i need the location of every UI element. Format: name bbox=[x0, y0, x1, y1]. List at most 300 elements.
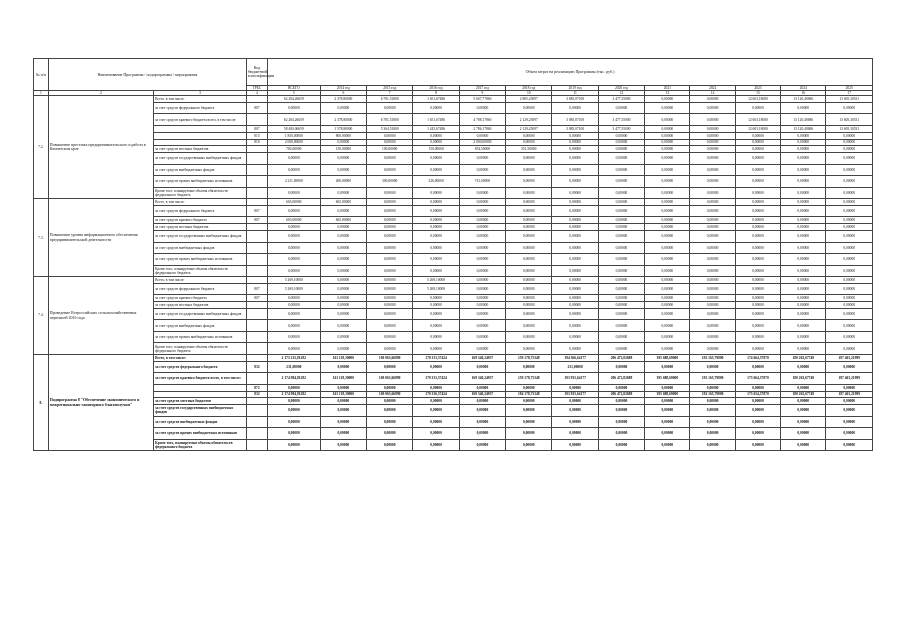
amount-cell: 0,00000 bbox=[826, 102, 873, 114]
table-row bbox=[34, 361, 873, 373]
amount-cell: 231,00000 bbox=[267, 361, 320, 373]
amount-cell: 13 120,40686 bbox=[781, 96, 826, 103]
amount-cell: 0,00000 bbox=[267, 224, 320, 231]
amount-cell: 0,00000 bbox=[645, 114, 690, 126]
amount-cell: 0,00000 bbox=[552, 217, 598, 224]
funding-source-label: за счет средств внебюджетных фондов bbox=[154, 416, 247, 428]
amount-cell: 0,00000 bbox=[506, 242, 552, 254]
amount-cell: 0,00000 bbox=[598, 295, 644, 302]
amount-cell: 0,00000 bbox=[320, 102, 366, 114]
amount-cell: 0,00000 bbox=[826, 384, 873, 391]
amount-cell: 12 603,18000 bbox=[735, 125, 780, 132]
funding-source-label: за счет средств государственных внебюджетных фондов bbox=[154, 231, 247, 243]
amount-cell: 0,00000 bbox=[506, 254, 552, 266]
funding-source-label: за счет средств краевого бюджета bbox=[154, 217, 247, 224]
amount-cell: 0,00000 bbox=[598, 277, 644, 284]
amount-cell: 62 284,26659 bbox=[267, 96, 320, 103]
amount-cell: 0,00000 bbox=[459, 205, 505, 217]
funding-source-label: за счет средств внебюджетных фондов bbox=[154, 242, 247, 254]
amount-cell: 0,00000 bbox=[506, 153, 552, 165]
header-year: 2023 bbox=[735, 86, 780, 91]
amount-cell: 0,00000 bbox=[413, 343, 459, 355]
amount-cell: 0,00000 bbox=[826, 320, 873, 332]
amount-cell: 0,00000 bbox=[598, 102, 644, 114]
amount-cell: 0,00000 bbox=[413, 361, 459, 373]
funding-source-label: за счет средств государственных внебюджетных фондов bbox=[154, 153, 247, 165]
amount-cell: 0,00000 bbox=[690, 125, 735, 132]
column-number: 2 bbox=[48, 91, 153, 96]
amount-cell: 0,00000 bbox=[506, 102, 552, 114]
table-row bbox=[34, 164, 873, 176]
funding-source-label: Всего, в том числе: bbox=[154, 354, 247, 361]
amount-cell: 0,00000 bbox=[413, 254, 459, 266]
amount-cell: 665,00000 bbox=[267, 217, 320, 224]
amount-cell: 13 120,40686 bbox=[781, 114, 826, 126]
amount-cell: 0,00000 bbox=[320, 439, 366, 451]
funding-source-label bbox=[154, 391, 247, 398]
table-row bbox=[34, 405, 873, 417]
amount-cell: 854,50000 bbox=[459, 146, 505, 153]
amount-cell: 0,00000 bbox=[413, 416, 459, 428]
amount-cell: 0,00000 bbox=[459, 153, 505, 165]
amount-cell: 0,00000 bbox=[781, 187, 826, 199]
amount-cell: 395 688,69000 bbox=[645, 373, 690, 385]
amount-cell: 0,00000 bbox=[506, 398, 552, 405]
amount-cell: 0,00000 bbox=[459, 405, 505, 417]
amount-cell: 0,00000 bbox=[781, 295, 826, 302]
funding-source-label bbox=[154, 139, 247, 146]
amount-cell: 0,00000 bbox=[552, 187, 598, 199]
amount-cell: 0,00000 bbox=[552, 295, 598, 302]
amount-cell: 0,00000 bbox=[459, 428, 505, 440]
amount-cell: 0,00000 bbox=[552, 405, 598, 417]
amount-cell: 0,00000 bbox=[367, 295, 413, 302]
grbs-code: 807 bbox=[246, 125, 267, 132]
amount-cell: 0,00000 bbox=[267, 331, 320, 343]
amount-cell: 0,00000 bbox=[826, 428, 873, 440]
amount-cell: 0,00000 bbox=[781, 224, 826, 231]
amount-cell: 0,00000 bbox=[735, 265, 780, 277]
amount-cell: 0,00000 bbox=[506, 295, 552, 302]
amount-cell: 0,00000 bbox=[826, 132, 873, 139]
amount-cell: 0,00000 bbox=[459, 265, 505, 277]
amount-cell: 0,00000 bbox=[367, 361, 413, 373]
grbs-code bbox=[246, 439, 267, 451]
grbs-code bbox=[246, 416, 267, 428]
amount-cell: 0,00000 bbox=[690, 114, 735, 126]
amount-cell: 161 118,30000 bbox=[320, 354, 366, 361]
amount-cell: 0,00000 bbox=[645, 153, 690, 165]
grbs-code bbox=[246, 164, 267, 176]
amount-cell: 0,00000 bbox=[413, 265, 459, 277]
amount-cell: 206 472,82688 bbox=[598, 373, 644, 385]
amount-cell: 0,00000 bbox=[645, 217, 690, 224]
amount-cell: 0,00000 bbox=[690, 295, 735, 302]
table-row bbox=[34, 153, 873, 165]
amount-cell: 0,00000 bbox=[781, 308, 826, 320]
amount-cell: 0,00000 bbox=[267, 187, 320, 199]
amount-cell: 0,00000 bbox=[781, 254, 826, 266]
amount-cell: 665,00000 bbox=[267, 199, 320, 206]
amount-cell: 0,00000 bbox=[645, 254, 690, 266]
amount-cell: 0,00000 bbox=[367, 277, 413, 284]
amount-cell: 0,00000 bbox=[459, 277, 505, 284]
amount-cell: 0,00000 bbox=[367, 254, 413, 266]
amount-cell: 0,00000 bbox=[267, 343, 320, 355]
funding-source-label: за счет средств федерального бюджета bbox=[154, 361, 247, 373]
column-number: 16 bbox=[781, 91, 826, 96]
amount-cell: 0,00000 bbox=[506, 265, 552, 277]
amount-cell: 0,00000 bbox=[645, 416, 690, 428]
amount-cell: 0,00000 bbox=[645, 187, 690, 199]
amount-cell: 0,00000 bbox=[267, 416, 320, 428]
amount-cell: 0,00000 bbox=[735, 176, 780, 188]
amount-cell: 0,00000 bbox=[645, 439, 690, 451]
amount-cell: 0,00000 bbox=[506, 277, 552, 284]
amount-cell: 0,00000 bbox=[320, 320, 366, 332]
amount-cell: 0,00000 bbox=[506, 308, 552, 320]
amount-cell: 0,00000 bbox=[645, 199, 690, 206]
amount-cell: 0,00000 bbox=[826, 199, 873, 206]
amount-cell: 0,00000 bbox=[598, 164, 644, 176]
table-row bbox=[34, 132, 873, 139]
amount-cell: 0,00000 bbox=[781, 265, 826, 277]
amount-cell: 0,00000 bbox=[781, 132, 826, 139]
amount-cell: 0,00000 bbox=[413, 302, 459, 309]
amount-cell: 0,00000 bbox=[645, 295, 690, 302]
amount-cell: 0,00000 bbox=[690, 439, 735, 451]
amount-cell: 0,00000 bbox=[735, 199, 780, 206]
header-year: 2015 год bbox=[367, 86, 413, 91]
header-grbs: ГРБС bbox=[246, 86, 267, 91]
amount-cell: 150,00000 bbox=[413, 146, 459, 153]
amount-cell: 192 165,79800 bbox=[690, 391, 735, 398]
table-row bbox=[34, 384, 873, 391]
grbs-code bbox=[246, 428, 267, 440]
amount-cell: 0,00000 bbox=[781, 199, 826, 206]
table-row bbox=[34, 320, 873, 332]
amount-cell: 0,00000 bbox=[552, 308, 598, 320]
amount-cell: 0,00000 bbox=[735, 187, 780, 199]
amount-cell: 0,00000 bbox=[413, 153, 459, 165]
amount-cell: 0,00000 bbox=[690, 146, 735, 153]
amount-cell: 174 664,37870 bbox=[735, 354, 780, 361]
amount-cell: 0,00000 bbox=[506, 405, 552, 417]
funding-source-label: Кроме того, планируемые объемы обязательств федерального бюджета bbox=[154, 187, 247, 199]
table-row bbox=[34, 242, 873, 254]
amount-cell: 0,00000 bbox=[320, 224, 366, 231]
amount-cell: 0,00000 bbox=[690, 102, 735, 114]
grbs-code: 815 bbox=[246, 132, 267, 139]
amount-cell: 180 263,67749 bbox=[781, 373, 826, 385]
amount-cell: 0,00000 bbox=[506, 384, 552, 391]
amount-cell: 0,00000 bbox=[645, 428, 690, 440]
amount-cell: 0,00000 bbox=[826, 205, 873, 217]
amount-cell: 0,00000 bbox=[690, 428, 735, 440]
amount-cell: 0,00000 bbox=[735, 277, 780, 284]
funding-source-label: за счет средств краевого бюджета всего, в том числе: bbox=[154, 373, 247, 385]
amount-cell: 0,00000 bbox=[645, 176, 690, 188]
funding-source-label bbox=[154, 125, 247, 132]
amount-cell: 0,00000 bbox=[367, 231, 413, 243]
column-number: 6 bbox=[320, 91, 366, 96]
amount-cell: 0,00000 bbox=[781, 398, 826, 405]
amount-cell: 0,00000 bbox=[690, 384, 735, 391]
amount-cell: 0,00000 bbox=[598, 153, 644, 165]
amount-cell: 0,00000 bbox=[267, 231, 320, 243]
amount-cell: 0,00000 bbox=[735, 398, 780, 405]
funding-source-label: за счет средств государственных внебюджетных фондов bbox=[154, 308, 247, 320]
amount-cell: 0,00000 bbox=[826, 231, 873, 243]
funding-source-label: за счет средств государственных внебюджетных фондов bbox=[154, 405, 247, 417]
grbs-code bbox=[246, 308, 267, 320]
amount-cell: 1 651,67486 bbox=[413, 114, 459, 126]
amount-cell: 193 935,64177 bbox=[552, 373, 598, 385]
amount-cell: 0,00000 bbox=[781, 102, 826, 114]
amount-cell: 0,00000 bbox=[690, 164, 735, 176]
funding-source-label: за счет средств местных бюджетов bbox=[154, 146, 247, 153]
amount-cell: 0,00000 bbox=[690, 96, 735, 103]
amount-cell: 0,00000 bbox=[459, 164, 505, 176]
table-row bbox=[34, 428, 873, 440]
table-row bbox=[34, 224, 873, 231]
amount-cell: 13 605,30531 bbox=[826, 96, 873, 103]
grbs-code: 807 bbox=[246, 205, 267, 217]
amount-cell: 0,00000 bbox=[506, 361, 552, 373]
section-name: Повышение уровня информационного обеспечения предпринимательской деятельности bbox=[48, 199, 153, 277]
amount-cell: 0,00000 bbox=[826, 217, 873, 224]
amount-cell: 0,00000 bbox=[320, 361, 366, 373]
amount-cell: 0,00000 bbox=[598, 217, 644, 224]
amount-cell: 0,00000 bbox=[367, 416, 413, 428]
amount-cell: 0,00000 bbox=[367, 205, 413, 217]
amount-cell: 0,00000 bbox=[645, 132, 690, 139]
amount-cell: 0,00000 bbox=[552, 283, 598, 295]
funding-source-label: за счет средств прочих внебюджетных источников bbox=[154, 331, 247, 343]
amount-cell: 0,00000 bbox=[690, 331, 735, 343]
amount-cell: 0,00000 bbox=[690, 405, 735, 417]
amount-cell: 5 364,51800 bbox=[367, 125, 413, 132]
amount-cell: 0,00000 bbox=[506, 416, 552, 428]
amount-cell: 0,00000 bbox=[598, 308, 644, 320]
amount-cell: 0,00000 bbox=[735, 295, 780, 302]
amount-cell: 0,00000 bbox=[459, 398, 505, 405]
header-year: 2024 bbox=[781, 86, 826, 91]
amount-cell: 159 178,75348 bbox=[506, 354, 552, 361]
amount-cell: 0,00000 bbox=[826, 224, 873, 231]
amount-cell: 0,00000 bbox=[598, 384, 644, 391]
grbs-code bbox=[246, 398, 267, 405]
table-row bbox=[34, 391, 873, 398]
table-row bbox=[34, 102, 873, 114]
amount-cell: 150,00000 bbox=[320, 146, 366, 153]
amount-cell: 0,00000 bbox=[367, 102, 413, 114]
amount-cell: 192 165,79800 bbox=[690, 354, 735, 361]
amount-cell: 0,00000 bbox=[267, 153, 320, 165]
column-number: 7 bbox=[367, 91, 413, 96]
amount-cell: 0,00000 bbox=[413, 242, 459, 254]
column-number: 15 bbox=[735, 91, 780, 96]
amount-cell: 0,00000 bbox=[552, 254, 598, 266]
amount-cell: 6 781,51800 bbox=[367, 96, 413, 103]
column-number: 1 bbox=[34, 91, 49, 96]
funding-source-label: за счет средств внебюджетных фондов bbox=[154, 320, 247, 332]
amount-cell: 0,00000 bbox=[826, 242, 873, 254]
amount-cell: 0,00000 bbox=[781, 164, 826, 176]
amount-cell: 2 174 984,81282 bbox=[267, 391, 320, 398]
amount-cell: 0,00000 bbox=[735, 428, 780, 440]
amount-cell: 0,00000 bbox=[320, 302, 366, 309]
amount-cell: 0,00000 bbox=[320, 187, 366, 199]
amount-cell: 0,00000 bbox=[735, 205, 780, 217]
amount-cell: 0,00000 bbox=[552, 139, 598, 146]
amount-cell: 0,00000 bbox=[413, 164, 459, 176]
amount-cell: 0,00000 bbox=[598, 231, 644, 243]
table-row bbox=[34, 199, 873, 206]
funding-source-label: Всего, в том числе: bbox=[154, 199, 247, 206]
amount-cell: 400,00000 bbox=[320, 176, 366, 188]
amount-cell: 0,00000 bbox=[781, 439, 826, 451]
amount-cell: 0,00000 bbox=[781, 242, 826, 254]
amount-cell: 0,00000 bbox=[413, 320, 459, 332]
amount-cell: 0,00000 bbox=[781, 176, 826, 188]
section-name: Повышение престижа предпринимательского и работа в Камчатском крае bbox=[48, 96, 153, 199]
amount-cell: 0,00000 bbox=[781, 428, 826, 440]
amount-cell: 0,00000 bbox=[367, 242, 413, 254]
funding-source-label: за счет средств внебюджетных фондов bbox=[154, 164, 247, 176]
amount-cell: 0,00000 bbox=[552, 384, 598, 391]
amount-cell: 0,00000 bbox=[367, 217, 413, 224]
amount-cell: 665,00000 bbox=[320, 217, 366, 224]
amount-cell: 0,00000 bbox=[552, 320, 598, 332]
amount-cell: 169 063,66890 bbox=[367, 373, 413, 385]
amount-cell: 0,00000 bbox=[459, 102, 505, 114]
amount-cell: 0,00000 bbox=[735, 331, 780, 343]
funding-source-label: за счет средств местных бюджетов bbox=[154, 398, 247, 405]
column-number: 17 bbox=[826, 91, 873, 96]
amount-cell: 0,00000 bbox=[552, 398, 598, 405]
amount-cell: 0,00000 bbox=[413, 199, 459, 206]
grbs-code bbox=[246, 114, 267, 126]
amount-cell: 0,00000 bbox=[267, 439, 320, 451]
amount-cell: 1 245,67486 bbox=[413, 125, 459, 132]
amount-cell: 0,00000 bbox=[320, 153, 366, 165]
grbs-code: 807 bbox=[246, 295, 267, 302]
amount-cell: 0,00000 bbox=[459, 320, 505, 332]
amount-cell: 0,00000 bbox=[267, 102, 320, 114]
amount-cell: 0,00000 bbox=[598, 320, 644, 332]
section-number: 7.2. bbox=[34, 96, 49, 199]
amount-cell: 0,00000 bbox=[459, 384, 505, 391]
amount-cell: 0,00000 bbox=[826, 146, 873, 153]
amount-cell: 0,00000 bbox=[459, 224, 505, 231]
amount-cell: 0,00000 bbox=[735, 242, 780, 254]
amount-cell: 0,00000 bbox=[598, 176, 644, 188]
amount-cell: 0,00000 bbox=[413, 224, 459, 231]
amount-cell: 0,00000 bbox=[781, 139, 826, 146]
amount-cell: 13 120,40686 bbox=[781, 125, 826, 132]
amount-cell: 173 664,37870 bbox=[735, 373, 780, 385]
amount-cell: 0,00000 bbox=[459, 242, 505, 254]
amount-cell: 0,00000 bbox=[552, 205, 598, 217]
amount-cell: 1 578,80000 bbox=[320, 125, 366, 132]
amount-cell: 0,00000 bbox=[413, 384, 459, 391]
amount-cell: 0,00000 bbox=[320, 295, 366, 302]
amount-cell: 0,00000 bbox=[645, 139, 690, 146]
amount-cell: 0,00000 bbox=[826, 187, 873, 199]
amount-cell: 0,00000 bbox=[552, 416, 598, 428]
amount-cell: 184 178,75348 bbox=[506, 391, 552, 398]
amount-cell: 0,00000 bbox=[781, 277, 826, 284]
amount-cell: 0,00000 bbox=[690, 176, 735, 188]
amount-cell: 0,00000 bbox=[690, 199, 735, 206]
amount-cell: 0,00000 bbox=[267, 254, 320, 266]
column-number: 9 bbox=[459, 91, 505, 96]
amount-cell: 0,00000 bbox=[690, 265, 735, 277]
amount-cell: 0,00000 bbox=[826, 176, 873, 188]
amount-cell: 169 340,24937 bbox=[459, 391, 505, 398]
amount-cell: 0,00000 bbox=[367, 308, 413, 320]
table-row bbox=[34, 343, 873, 355]
amount-cell: 0,00000 bbox=[367, 384, 413, 391]
grbs-code bbox=[246, 265, 267, 277]
amount-cell: 3 477,55000 bbox=[598, 114, 644, 126]
amount-cell: 0,00000 bbox=[735, 283, 780, 295]
amount-cell: 665,00000 bbox=[320, 199, 366, 206]
amount-cell: 0,00000 bbox=[459, 439, 505, 451]
amount-cell: 3 085,07100 bbox=[552, 114, 598, 126]
amount-cell: 0,00000 bbox=[367, 224, 413, 231]
amount-cell: 2 378,80000 bbox=[320, 114, 366, 126]
amount-cell: 3 085,07100 bbox=[552, 125, 598, 132]
amount-cell: 0,00000 bbox=[320, 265, 366, 277]
amount-cell: 0,00000 bbox=[781, 231, 826, 243]
amount-cell: 0,00000 bbox=[735, 139, 780, 146]
table-row bbox=[34, 217, 873, 224]
amount-cell: 0,00000 bbox=[598, 416, 644, 428]
amount-cell: 0,00000 bbox=[367, 331, 413, 343]
amount-cell: 0,00000 bbox=[413, 439, 459, 451]
amount-cell: 0,00000 bbox=[690, 217, 735, 224]
funding-source-label: за счет средств краевого бюджета всего, в том числе: bbox=[154, 114, 247, 126]
table-row bbox=[34, 176, 873, 188]
amount-cell: 2 211,69000 bbox=[267, 176, 320, 188]
grbs-code: 872 bbox=[246, 384, 267, 391]
amount-cell: 0,00000 bbox=[690, 398, 735, 405]
amount-cell: 0,00000 bbox=[690, 361, 735, 373]
amount-cell: 0,00000 bbox=[598, 428, 644, 440]
grbs-code bbox=[246, 153, 267, 165]
amount-cell: 13 605,30531 bbox=[826, 125, 873, 132]
column-number: 8 bbox=[413, 91, 459, 96]
column-number: 5 bbox=[267, 91, 320, 96]
header-year: 2018 год bbox=[506, 86, 552, 91]
table-row bbox=[34, 308, 873, 320]
amount-cell: 0,00000 bbox=[267, 164, 320, 176]
amount-cell: 0,00000 bbox=[267, 308, 320, 320]
amount-cell: 0,00000 bbox=[320, 308, 366, 320]
amount-cell: 0,00000 bbox=[781, 361, 826, 373]
amount-cell: 1 651,67486 bbox=[413, 96, 459, 103]
amount-cell: 0,00000 bbox=[552, 153, 598, 165]
amount-cell: 0,00000 bbox=[690, 302, 735, 309]
amount-cell: 0,00000 bbox=[690, 254, 735, 266]
amount-cell: 2 129,25097 bbox=[506, 125, 552, 132]
amount-cell: 0,00000 bbox=[413, 187, 459, 199]
amount-cell: 0,00000 bbox=[735, 439, 780, 451]
amount-cell: 0,00000 bbox=[506, 320, 552, 332]
amount-cell: 395 688,69000 bbox=[645, 391, 690, 398]
